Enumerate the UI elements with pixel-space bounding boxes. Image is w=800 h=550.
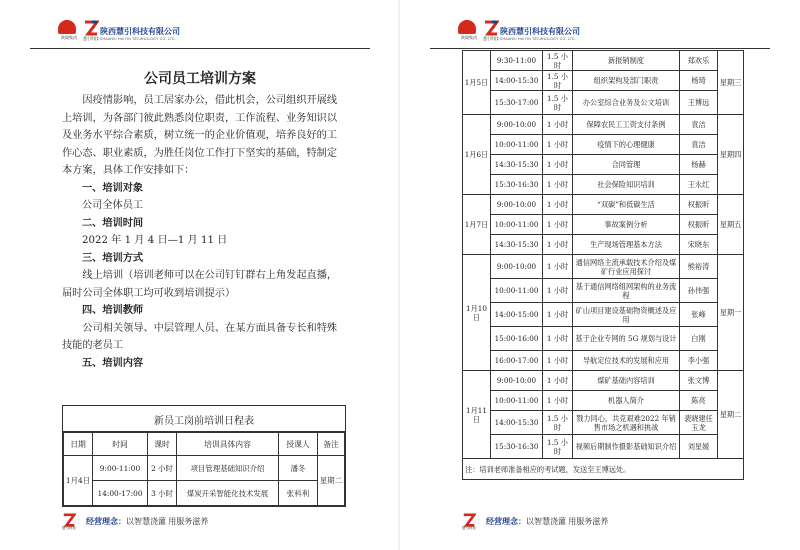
hours-cell: 1 小时 (543, 351, 573, 371)
note-cell: 星期四 (718, 115, 744, 195)
table-row (463, 235, 744, 255)
content-cell: 通信网络主流承载技术介绍及煤矿行业应用探讨 (573, 255, 680, 279)
section-body: 公司相关领导、中层管理人员、在某方面具备专长和特殊技能的老员工 (62, 322, 338, 351)
table-row (463, 255, 744, 279)
note-cell: 星期五 (718, 195, 744, 255)
page-header (438, 20, 762, 46)
content-cell: 疫情下的心理健康 (573, 135, 680, 155)
col-header: 备注 (318, 433, 345, 456)
hours-cell: 1 小时 (543, 195, 573, 215)
table-row (463, 51, 744, 71)
col-header: 日期 (64, 433, 93, 456)
hours-cell: 1 小时 (543, 303, 573, 327)
content-cell: 机器人简介 (573, 391, 680, 411)
table-header-row (64, 433, 345, 456)
content-cell: 矿山项目建设基础物资概述及应用 (573, 303, 680, 327)
teacher-cell: 李小强 (680, 351, 718, 371)
col-header: 课时 (148, 433, 177, 456)
footer-motto: 经营理念：以智慧浇灌 用服务滋养 (86, 517, 209, 526)
footer-logo: 慧引科技 (462, 512, 476, 528)
time-cell: 15:30-16:30 (491, 175, 543, 195)
time-cell: 15:30-16:30 (491, 435, 543, 459)
table-row (463, 215, 744, 235)
section-heading: 五、培训内容 (82, 356, 144, 369)
hours-cell: 1 小时 (543, 391, 573, 411)
table-row (463, 175, 744, 195)
table-note: 注：培训老师准备相应的考试题，发送至王博远处。 (463, 459, 744, 480)
table-row (463, 391, 744, 411)
note-cell: 星期二 (318, 456, 345, 506)
schedule-table-p2 (462, 50, 744, 480)
hours-cell: 3 小时 (148, 481, 177, 506)
teacher-cell: 袁洁 (680, 115, 718, 135)
time-cell: 9:30-11:00 (491, 51, 543, 71)
hours-cell: 1 小时 (543, 115, 573, 135)
time-cell: 10:00-11:00 (491, 279, 543, 303)
header-divider (30, 48, 370, 49)
date-cell: 1月10日 (463, 255, 491, 371)
time-cell: 9:00-10:00 (491, 255, 543, 279)
teacher-cell: 张峰 (680, 303, 718, 327)
time-cell: 9:00-11:00 (93, 456, 148, 481)
time-cell: 9:00-10:00 (491, 195, 543, 215)
hours-cell: 1.5 小时 (543, 411, 573, 435)
company-name: 陕西慧引科技有限公司 (500, 27, 580, 36)
table-row (463, 411, 744, 435)
hours-cell: 1.5 小时 (543, 91, 573, 115)
hours-cell: 1 小时 (543, 215, 573, 235)
footer-motto: 经营理念：以智慧浇灌 用服务滋养 (486, 517, 609, 526)
time-cell: 10:00-11:00 (491, 135, 543, 155)
schedule-table-p1 (62, 405, 346, 507)
time-cell: 16:00-17:00 (491, 351, 543, 371)
company-logo: 慧引科技 (83, 20, 99, 42)
company-logo: 慧引科技 (483, 20, 499, 42)
group-logo: 陕煤集团 (56, 20, 78, 42)
teacher-cell: 熊裕涛 (680, 255, 718, 279)
content-cell: 基于通信网络组网架构的业务流程 (573, 279, 680, 303)
teacher-cell: 张科利 (279, 481, 318, 506)
teacher-cell: 潘冬 (279, 456, 318, 481)
date-cell: 1月11日 (463, 371, 491, 459)
content-cell: 戮力同心，共克艰难2022 年销售市场之机遇和挑战 (573, 411, 680, 435)
hours-cell: 1 小时 (543, 235, 573, 255)
hours-cell: 1 小时 (543, 175, 573, 195)
hours-cell: 1.5 小时 (543, 71, 573, 91)
content-cell: 导航定位技术的发展和应用 (573, 351, 680, 371)
section-body: 2022 年 1 月 4 日—1 月 11 日 (82, 235, 228, 246)
table-row (463, 115, 744, 135)
content-cell: 视频后期制作摄影基础知识介绍 (573, 435, 680, 459)
table-row (463, 155, 744, 175)
time-cell: 14:00-15:30 (491, 411, 543, 435)
content-cell: 新报销制度 (573, 51, 680, 71)
time-cell: 14:30-15:30 (491, 155, 543, 175)
table-row (463, 327, 744, 351)
table-row (463, 91, 744, 115)
content-cell: 组织架构及部门职责 (573, 71, 680, 91)
time-cell: 15:30-17:00 (491, 91, 543, 115)
content-cell: 社会保险知识培训 (573, 175, 680, 195)
date-cell: 1月7日 (463, 195, 491, 255)
company-name-en: SHAANXI HUIYIN TECHNOLOGY CO.,LTD. (100, 37, 176, 41)
content-cell: 办公室综合业务及公文培训 (573, 91, 680, 115)
teacher-cell: 杨赫 (680, 155, 718, 175)
hours-cell: 1 小时 (543, 255, 573, 279)
teacher-cell: 袁洁 (680, 135, 718, 155)
content-cell: 保障农民工工资支付条例 (573, 115, 680, 135)
col-header: 培训具体内容 (177, 433, 279, 456)
table-row (463, 135, 744, 155)
footer-logo: 慧引科技 (62, 512, 76, 528)
content-cell: 事故案例分析 (573, 215, 680, 235)
table-row (463, 303, 744, 327)
table-row (463, 435, 744, 459)
hours-cell: 1 小时 (543, 327, 573, 351)
note-cell: 星期一 (718, 255, 744, 371)
content-cell: “双碳”和低碳生活 (573, 195, 680, 215)
date-cell: 1月6日 (463, 115, 491, 195)
company-name: 陕西慧引科技有限公司 (100, 27, 180, 36)
hours-cell: 2 小时 (148, 456, 177, 481)
hours-cell: 1 小时 (543, 371, 573, 391)
date-cell: 1月5日 (463, 51, 491, 115)
section-heading: 四、培训教师 (82, 304, 144, 316)
table-row (463, 279, 744, 303)
content-cell: 合同管理 (573, 155, 680, 175)
teacher-cell: 陈亮 (680, 391, 718, 411)
content-cell: 基于企业专网的 5G 规划与设计 (573, 327, 680, 351)
content-cell: 项目管理基础知识介绍 (177, 456, 279, 481)
page-header (38, 20, 362, 46)
table-row (463, 71, 744, 91)
teacher-cell: 刘星媛 (680, 435, 718, 459)
section-heading: 一、培训对象 (82, 181, 144, 194)
teacher-cell: 郑欢乐 (680, 51, 718, 71)
header-divider (430, 48, 770, 49)
time-cell: 10:00-11:00 (491, 391, 543, 411)
table-note-row (463, 459, 744, 480)
teacher-cell: 宋晓东 (680, 235, 718, 255)
doc-body (62, 92, 347, 372)
table-row (463, 351, 744, 371)
content-cell: 生产现场管理基本方法 (573, 235, 680, 255)
section-heading: 二、培训时间 (82, 216, 144, 229)
time-cell: 14:30-15:30 (491, 235, 543, 255)
table-caption: 新员工岗前培训日程表 (63, 406, 345, 432)
table-row (64, 481, 345, 506)
teacher-cell: 王博远 (680, 91, 718, 115)
teacher-cell: 白刚 (680, 327, 718, 351)
section-heading: 三、培训方式 (82, 251, 144, 264)
note-cell: 星期三 (718, 51, 744, 115)
teacher-cell: 杨琦 (680, 71, 718, 91)
company-name-en: SHAANXI HUIYIN TECHNOLOGY CO.,LTD. (500, 37, 576, 41)
content-cell: 煤矿基础内容培训 (573, 371, 680, 391)
hours-cell: 1 小时 (543, 279, 573, 303)
teacher-cell: 裴晓建任玉龙 (680, 411, 718, 435)
teacher-cell: 王永红 (680, 175, 718, 195)
doc-title: 公司员工培训方案 (144, 71, 256, 87)
time-cell: 9:00-10:00 (491, 115, 543, 135)
teacher-cell: 权振昕 (680, 215, 718, 235)
hours-cell: 1.5 小时 (543, 435, 573, 459)
time-cell: 14:00-17:00 (93, 481, 148, 506)
note-cell: 星期二 (718, 371, 744, 459)
content-cell: 煤炭开采智能化技术发展 (177, 481, 279, 506)
teacher-cell: 孙伟强 (680, 279, 718, 303)
time-cell: 14:00-15:00 (491, 303, 543, 327)
table-row (64, 456, 345, 481)
section-body: 线上培训（培训老师可以在公司钉钉群右上角发起直播，届时公司全体职工均可收到培训提示） (62, 270, 338, 299)
time-cell: 10:00-11:00 (491, 215, 543, 235)
table-row (463, 371, 744, 391)
teacher-cell: 张文博 (680, 371, 718, 391)
hours-cell: 1.5 小时 (543, 51, 573, 71)
col-header: 时间 (93, 433, 148, 456)
group-logo: 陕煤集团 (456, 20, 478, 42)
time-cell: 15:00-16:00 (491, 327, 543, 351)
time-cell: 9:00-10:00 (491, 371, 543, 391)
intro-paragraph: 因疫情影响，员工居家办公，借此机会，公司组织开展线上培训，为各部门彼此熟悉岗位职责，工作流程、业务知识以及业务水平综合素质，树立统一的企业价值观，培养良好的工作心态、职业素质，为胜任岗位工作打下坚实的基础，特制定本方案，具体工作安排如下： (62, 95, 338, 176)
hours-cell: 1 小时 (543, 135, 573, 155)
hours-cell: 1 小时 (543, 155, 573, 175)
section-body: 公司全体员工 (82, 200, 144, 211)
time-cell: 14:00-15:30 (491, 71, 543, 91)
date-cell: 1月4日 (64, 456, 93, 506)
col-header: 授课人 (279, 433, 318, 456)
teacher-cell: 权振昕 (680, 195, 718, 215)
table-row (463, 195, 744, 215)
